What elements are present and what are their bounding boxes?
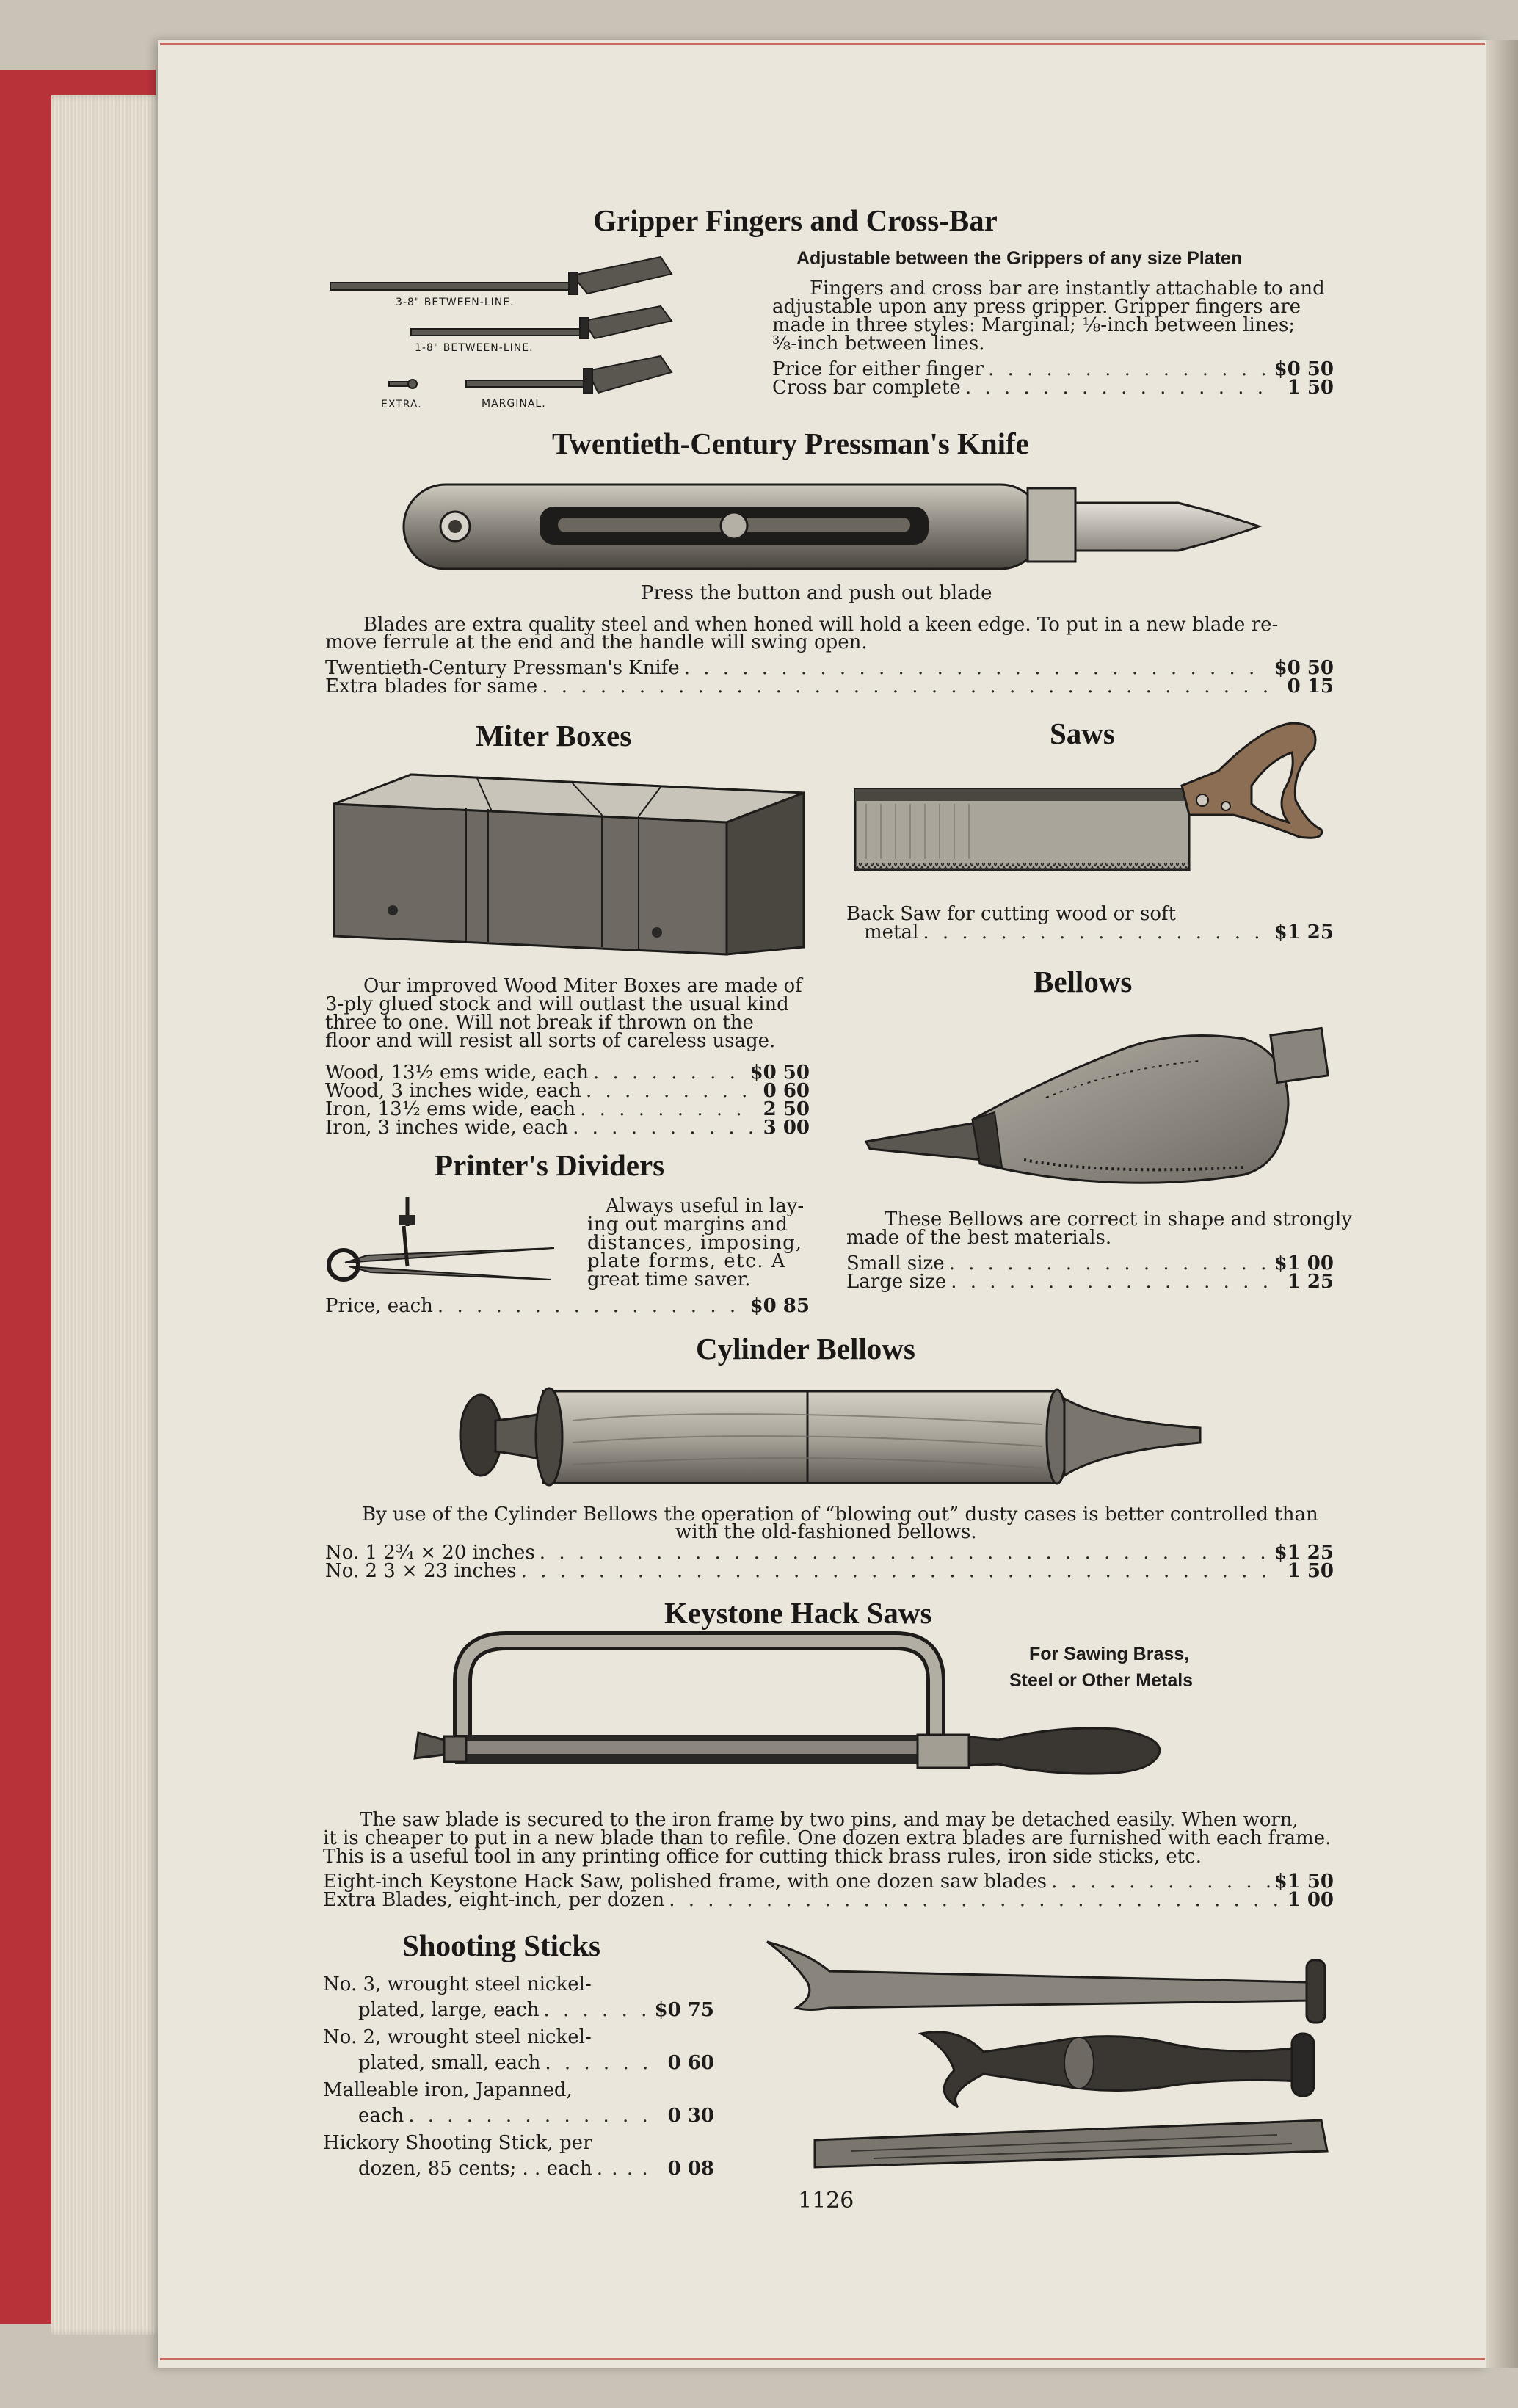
price-row-price: 0 08 [667, 2158, 714, 2180]
price-row-price: $0 50 [749, 1062, 810, 1084]
shooting-sticks-illustration [763, 1931, 1332, 2184]
knife-price-row [325, 677, 1334, 696]
shooting-price-row [358, 2106, 714, 2125]
price-row-price: 0 30 [667, 2105, 714, 2127]
dividers-desc-line: ing out margins and [587, 1214, 788, 1236]
price-row-price: 3 00 [763, 1117, 810, 1139]
price-row-price: 0 60 [763, 1080, 810, 1102]
cylinder-desc-line: By use of the Cylinder Bellows the operation of “blowing out” dusty cases is better controlled than [362, 1504, 1318, 1526]
dividers-desc-line: Always useful in lay- [606, 1195, 805, 1217]
price-row-price: 2 50 [763, 1098, 810, 1120]
cylinder-title: Cylinder Bellows [696, 1332, 915, 1366]
gripper-desc-line: made in three styles: Marginal; ⅛-inch between lines; [772, 314, 1296, 336]
knife-title: Twentieth-Century Pressman's Knife [552, 427, 1029, 460]
dividers-price-row [325, 1297, 810, 1316]
bellows-illustration [862, 1009, 1332, 1197]
price-row-price: $0 50 [1274, 358, 1334, 380]
leader-dots [408, 2106, 658, 2125]
cylinder-desc-line: with the old-fashioned bellows. [675, 1521, 977, 1543]
leader-dots [545, 2053, 658, 2072]
price-row-label: plated, small, each [358, 2052, 541, 2074]
bellows-desc-line: made of the best materials. [846, 1227, 1112, 1249]
dividers-title: Printer's Dividers [435, 1148, 665, 1182]
miter-desc-line: floor and will resist all sorts of careless usage. [325, 1030, 776, 1052]
leader-dots [597, 2159, 658, 2178]
price-row-label: dozen, 85 cents; . . each [358, 2158, 592, 2180]
miter-title: Miter Boxes [476, 719, 632, 752]
price-row-price: 1 50 [1287, 377, 1334, 399]
price-row-label: Price, each [325, 1295, 433, 1317]
bottom-rule [160, 2358, 1485, 2360]
price-row-price: 1 50 [1287, 1560, 1334, 1582]
page-edges [51, 95, 161, 2335]
price-row-price: 1 25 [1287, 1271, 1334, 1293]
shooting-item-line: No. 3, wrought steel nickel- [323, 1973, 592, 1995]
knife-caption: Press the button and push out blade [641, 582, 992, 604]
price-row-label: Price for either finger [772, 358, 984, 380]
leader-dots [951, 1272, 1278, 1291]
label-1-8-between-line: 1-8" BETWEEN-LINE. [415, 342, 534, 354]
hacksaw-desc-line: The saw blade is secured to the iron frame by two pins, and may be detached easily. When worn, [360, 1809, 1299, 1831]
price-row-label: Eight-inch Keystone Hack Saw, polished frame, with one dozen saw blades [323, 1871, 1047, 1893]
gripper-desc-line: adjustable upon any press gripper. Gripper fingers are [772, 296, 1301, 318]
leader-dots [573, 1118, 754, 1137]
price-row-label: No. 2 3 × 23 inches [325, 1560, 517, 1582]
pressman-knife-illustration [400, 477, 1266, 576]
shooting-item-line: Hickory Shooting Stick, per [323, 2132, 592, 2154]
gripper-subtitle: Adjustable between the Grippers of any size Platen [796, 248, 1243, 269]
price-row-label: Wood, 13½ ems wide, each [325, 1062, 589, 1084]
shooting-price-row [358, 2159, 714, 2178]
miter-price-row [325, 1118, 810, 1137]
hacksaw-note-line: Steel or Other Metals [1009, 1670, 1194, 1691]
gripper-price-row [772, 378, 1334, 397]
leader-dots [1051, 1872, 1270, 1891]
shooting-price-row [358, 2001, 714, 2020]
price-row-label: each [358, 2105, 404, 2127]
hacksaw-title: Keystone Hack Saws [664, 1596, 932, 1630]
leader-dots [586, 1081, 754, 1100]
bellows-desc-line: These Bellows are correct in shape and strongly [885, 1208, 1353, 1230]
knife-desc-line: Blades are extra quality steel and when honed will hold a keen edge. To put in a new blade re- [363, 614, 1279, 636]
price-row-label: Cross bar complete [772, 377, 961, 399]
price-row-price: $1 00 [1274, 1252, 1334, 1274]
shooting-title: Shooting Sticks [402, 1929, 601, 1962]
price-row-label: metal [864, 921, 919, 943]
miter-box-illustration [330, 771, 807, 962]
leader-dots [949, 1254, 1270, 1273]
dividers-desc-line: distances, imposing, [587, 1232, 803, 1254]
miter-desc-line: 3-ply glued stock and will outlast the usual kind [325, 993, 789, 1015]
price-row-label: Iron, 3 inches wide, each [325, 1117, 569, 1139]
leader-dots [923, 923, 1269, 942]
price-row-label: Iron, 13½ ems wide, each [325, 1098, 576, 1120]
miter-desc-line: three to one. Will not break if thrown on the [325, 1012, 754, 1034]
gripper-fingers-illustration [323, 253, 683, 407]
dividers-illustration [323, 1193, 562, 1292]
leader-dots [669, 1890, 1278, 1910]
leader-dots [684, 659, 1270, 678]
knife-desc-line: move ferrule at the end and the handle will swing open. [325, 631, 868, 653]
leader-dots [543, 2001, 650, 2020]
gripper-desc-line: ⅜-inch between lines. [772, 333, 985, 355]
facing-page-edge [1486, 40, 1518, 2368]
dividers-desc-line: great time saver. [587, 1269, 751, 1291]
price-row-label: Wood, 3 inches wide, each [325, 1080, 581, 1102]
cylinder-bellows-illustration [455, 1369, 1204, 1498]
back-saw-illustration [851, 719, 1329, 892]
saws-price-row [864, 923, 1334, 942]
shooting-item-line: Malleable iron, Japanned, [323, 2079, 573, 2101]
hacksaw-desc-line: This is a useful tool in any printing office for cutting thick brass rules, iron side sticks, etc. [323, 1846, 1202, 1868]
price-row-label: Large size [846, 1271, 947, 1293]
label-3-8-between-line: 3-8" BETWEEN-LINE. [396, 297, 515, 308]
saws-title: Saws [1050, 717, 1115, 750]
leader-dots [540, 1543, 1270, 1562]
price-row-price: $0 85 [749, 1295, 810, 1317]
price-row-price: 0 60 [667, 2052, 714, 2074]
price-row-price: 1 00 [1287, 1889, 1334, 1911]
hacksaw-note-line: For Sawing Brass, [1029, 1644, 1190, 1664]
shooting-item-line: No. 2, wrought steel nickel- [323, 2026, 592, 2048]
label-extra: EXTRA. [381, 399, 422, 410]
bellows-title: Bellows [1034, 965, 1133, 998]
gripper-title: Gripper Fingers and Cross-Bar [593, 203, 998, 237]
price-row-price: $1 25 [1274, 1542, 1334, 1564]
price-row-label: plated, large, each [358, 1999, 540, 2021]
hacksaw-price-row [323, 1890, 1334, 1910]
gripper-desc-line: Fingers and cross bar are instantly attachable to and [810, 278, 1325, 300]
price-row-price: $1 50 [1274, 1871, 1334, 1893]
leader-dots [542, 677, 1278, 696]
top-rule [160, 43, 1485, 45]
bellows-price-row [846, 1272, 1334, 1291]
price-row-label: Extra blades for same [325, 675, 538, 697]
leader-dots [988, 360, 1270, 379]
price-row-price: 0 15 [1287, 675, 1334, 697]
leader-dots [580, 1100, 754, 1119]
price-row-price: $0 75 [654, 1999, 714, 2021]
price-row-label: Small size [846, 1252, 945, 1274]
shooting-price-row [358, 2053, 714, 2072]
dividers-desc-line: plate forms, etc. A [587, 1250, 786, 1272]
price-row-price: $0 50 [1274, 657, 1334, 679]
hacksaw-desc-line: it is cheaper to put in a new blade than to refile. One dozen extra blades are furnished with each frame. [323, 1827, 1332, 1849]
price-row-label: Extra Blades, eight-inch, per dozen [323, 1889, 665, 1911]
page-number: 1126 [798, 2188, 854, 2213]
leader-dots [593, 1063, 746, 1082]
hack-saw-illustration [411, 1633, 1167, 1791]
price-row-price: $1 25 [1274, 921, 1334, 943]
leader-dots [521, 1562, 1278, 1581]
price-row-label: Twentieth-Century Pressman's Knife [325, 657, 680, 679]
leader-dots [965, 378, 1278, 397]
cylinder-price-row [325, 1562, 1334, 1581]
saws-desc-line: Back Saw for cutting wood or soft [846, 903, 1177, 925]
miter-desc-line: Our improved Wood Miter Boxes are made of [363, 975, 802, 997]
leader-dots [437, 1297, 746, 1316]
label-marginal: MARGINAL. [482, 398, 546, 410]
price-row-label: No. 1 2¾ × 20 inches [325, 1542, 535, 1564]
